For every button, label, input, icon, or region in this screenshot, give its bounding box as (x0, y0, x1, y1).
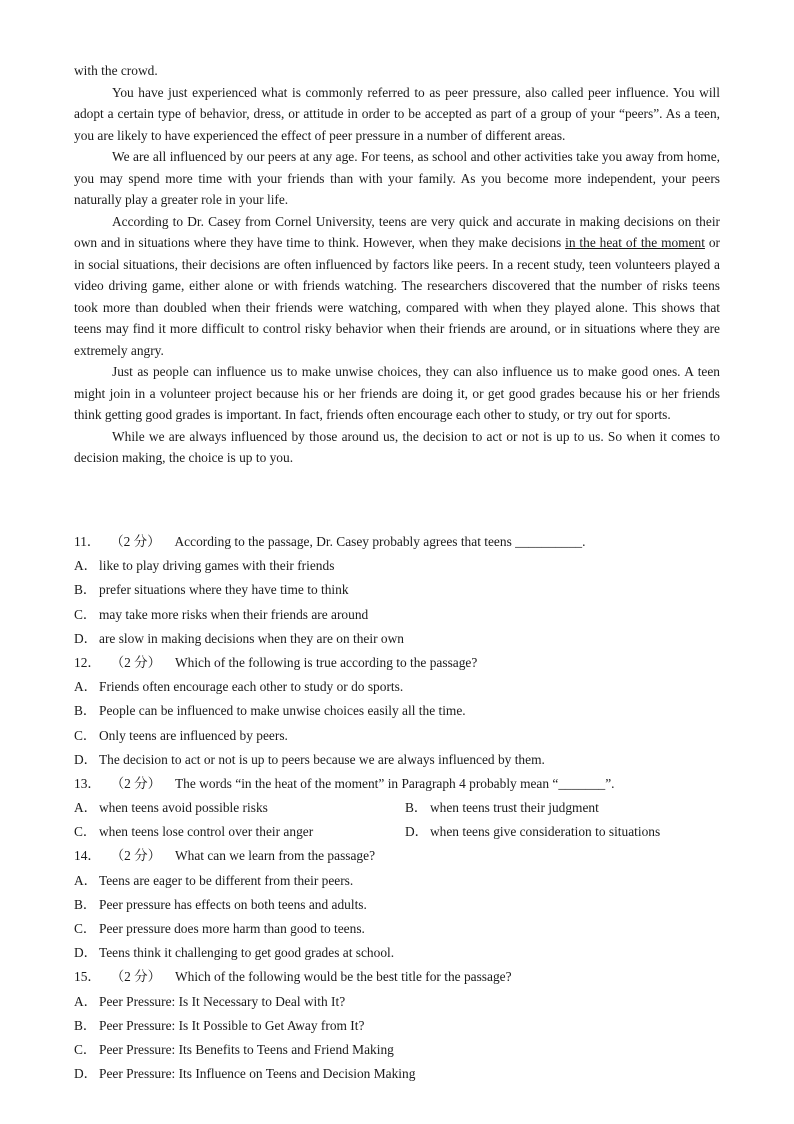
option-text: prefer situations where they have time to think (99, 582, 349, 598)
option-text: The decision to act or not is up to peers because we are always influenced by them. (99, 751, 545, 767)
option-text: when teens lose control over their anger (99, 824, 314, 840)
question-number: 13． (74, 775, 101, 791)
option-letter: C． (74, 824, 97, 840)
option-d (74, 748, 720, 772)
question-score: （2 分） (110, 969, 161, 985)
option-letter: A． (74, 800, 98, 816)
option-letter: B． (74, 703, 97, 719)
question-12 (74, 651, 720, 675)
option-c (74, 917, 720, 941)
option-row-ab (74, 796, 720, 820)
option-letter: D． (405, 824, 429, 840)
option-c (74, 724, 720, 748)
question-11 (74, 530, 720, 554)
option-a (74, 990, 720, 1014)
question-number: 15． (74, 969, 101, 985)
option-a (74, 675, 720, 699)
question-score: （2 分） (110, 534, 161, 549)
question-number: 14． (74, 848, 101, 864)
question-score: （2 分） (110, 775, 161, 791)
option-b (405, 796, 599, 820)
question-score: （2 分） (110, 654, 161, 670)
option-letter: B． (405, 800, 428, 816)
option-text: Peer Pressure: Its Benefits to Teens and Friend Making (99, 1041, 394, 1057)
option-text: People can be influenced to make unwise choices easily all the time. (99, 703, 466, 719)
option-text: Peer Pressure: Is It Possible to Get Away from It? (99, 1017, 365, 1033)
option-letter: C． (74, 727, 97, 743)
option-letter: B． (74, 582, 97, 598)
paragraph-5: Just as people can influence us to make unwise choices, they can also influence us to make good ones. A teen might join in a volunteer project because his or her friends are doing it, or get good grades because his or her friends think getting good grades is important. In fact, friends often encourage each other to study, or try out for sports. (74, 364, 720, 422)
question-14 (74, 844, 720, 868)
question-13 (74, 772, 720, 796)
underlined-phrase: in the heat of the moment (565, 235, 705, 250)
option-letter: A． (74, 558, 98, 574)
option-c (74, 820, 313, 844)
option-letter: A． (74, 993, 98, 1009)
option-text: when teens give consideration to situations (430, 824, 661, 840)
option-b (74, 578, 720, 602)
question-15 (74, 965, 720, 989)
option-letter: A． (74, 872, 98, 888)
option-text: may take more risks when their friends are around (99, 606, 369, 622)
option-text: like to play driving games with their friends (99, 558, 335, 574)
option-text: Teens think it challenging to get good grades at school. (99, 945, 395, 961)
paragraph-6: While we are always influenced by those around us, the decision to act or not is up to us. So when it comes to decision making, the choice is up to you. (74, 428, 720, 465)
option-text: are slow in making decisions when they are on their own (99, 630, 404, 646)
option-text: Only teens are influenced by peers. (99, 727, 288, 743)
option-row-cd (74, 820, 720, 844)
paragraph-3: We are all influenced by our peers at any age. For teens, as school and other activities take you away from home, you may spend more time with your friends than with your family. As you become more independent, your peers naturally play a greater role in your life. (74, 149, 720, 207)
question-text: What can we learn from the passage? (175, 848, 376, 864)
question-text: Which of the following is true according to the passage? (175, 654, 478, 670)
option-d (74, 941, 720, 965)
option-b (74, 1014, 720, 1038)
question-text: The words “in the heat of the moment” in Paragraph 4 probably mean “_______”. (175, 775, 615, 791)
option-text: Peer pressure has effects on both teens and adults. (99, 896, 367, 912)
option-d (74, 1062, 720, 1086)
option-a (74, 554, 720, 578)
option-a (74, 869, 720, 893)
option-letter: D． (74, 751, 98, 767)
question-text: According to the passage, Dr. Casey probably agrees that teens __________. (174, 534, 586, 549)
option-c (74, 1038, 720, 1062)
option-letter: A． (74, 679, 98, 695)
paragraph-1: with the crowd. (74, 63, 158, 78)
reading-passage (74, 60, 720, 469)
option-c (74, 603, 720, 627)
option-letter: B． (74, 896, 97, 912)
question-list (74, 530, 720, 1086)
paragraph-4 (74, 211, 720, 362)
option-letter: D． (74, 630, 98, 646)
paragraph-4-after: or in social situations, their decisions are often influenced by factors like peers. In a recent study, teen volunteers played a video driving game, either alone or with friends watching. The researchers discovered that the number of risks teens took more than doubled when their friends were watching, compared with when they played alone. This shows that teens may find it more difficult to control risky behavior when their friends are around, or in situations where they are extremely angry. (74, 235, 720, 358)
option-text: Peer pressure does more harm than good to teens. (99, 921, 365, 936)
option-letter: C． (74, 1041, 97, 1057)
option-text: when teens avoid possible risks (99, 800, 268, 816)
option-letter: D． (74, 945, 98, 961)
option-letter: C． (74, 921, 97, 936)
option-text: Teens are eager to be different from their peers. (99, 872, 354, 888)
option-letter: D． (74, 1066, 98, 1082)
option-text: when teens trust their judgment (430, 800, 599, 816)
option-letter: B． (74, 1017, 97, 1033)
option-d (405, 820, 660, 844)
option-a (74, 796, 268, 820)
option-text: Friends often encourage each other to study or do sports. (99, 679, 404, 695)
option-text: Peer Pressure: Its Influence on Teens and Decision Making (99, 1066, 416, 1082)
question-number: 12． (74, 654, 101, 670)
option-letter: C． (74, 606, 97, 622)
question-number: 11． (74, 534, 101, 549)
paragraph-2: You have just experienced what is commonly referred to as peer pressure, also called peer influence. You will adopt a certain type of behavior, dress, or attitude in order to be accepted as part of a group of your “peers”. As a teen, you are likely to have experienced the effect of peer pressure in a number of different areas. (74, 84, 720, 143)
option-text: Peer Pressure: Is It Necessary to Deal with It? (99, 993, 346, 1009)
paragraph-4-before: According to Dr. Casey from Cornel University, teens are very quick and accurate in making decisions on their own and in situations where they have time to think. However, when they make decisions (74, 213, 720, 250)
option-d (74, 627, 720, 651)
question-text: Which of the following would be the best title for the passage? (175, 969, 512, 985)
option-b (74, 893, 720, 917)
option-b (74, 699, 720, 723)
question-score: （2 分） (110, 848, 161, 864)
